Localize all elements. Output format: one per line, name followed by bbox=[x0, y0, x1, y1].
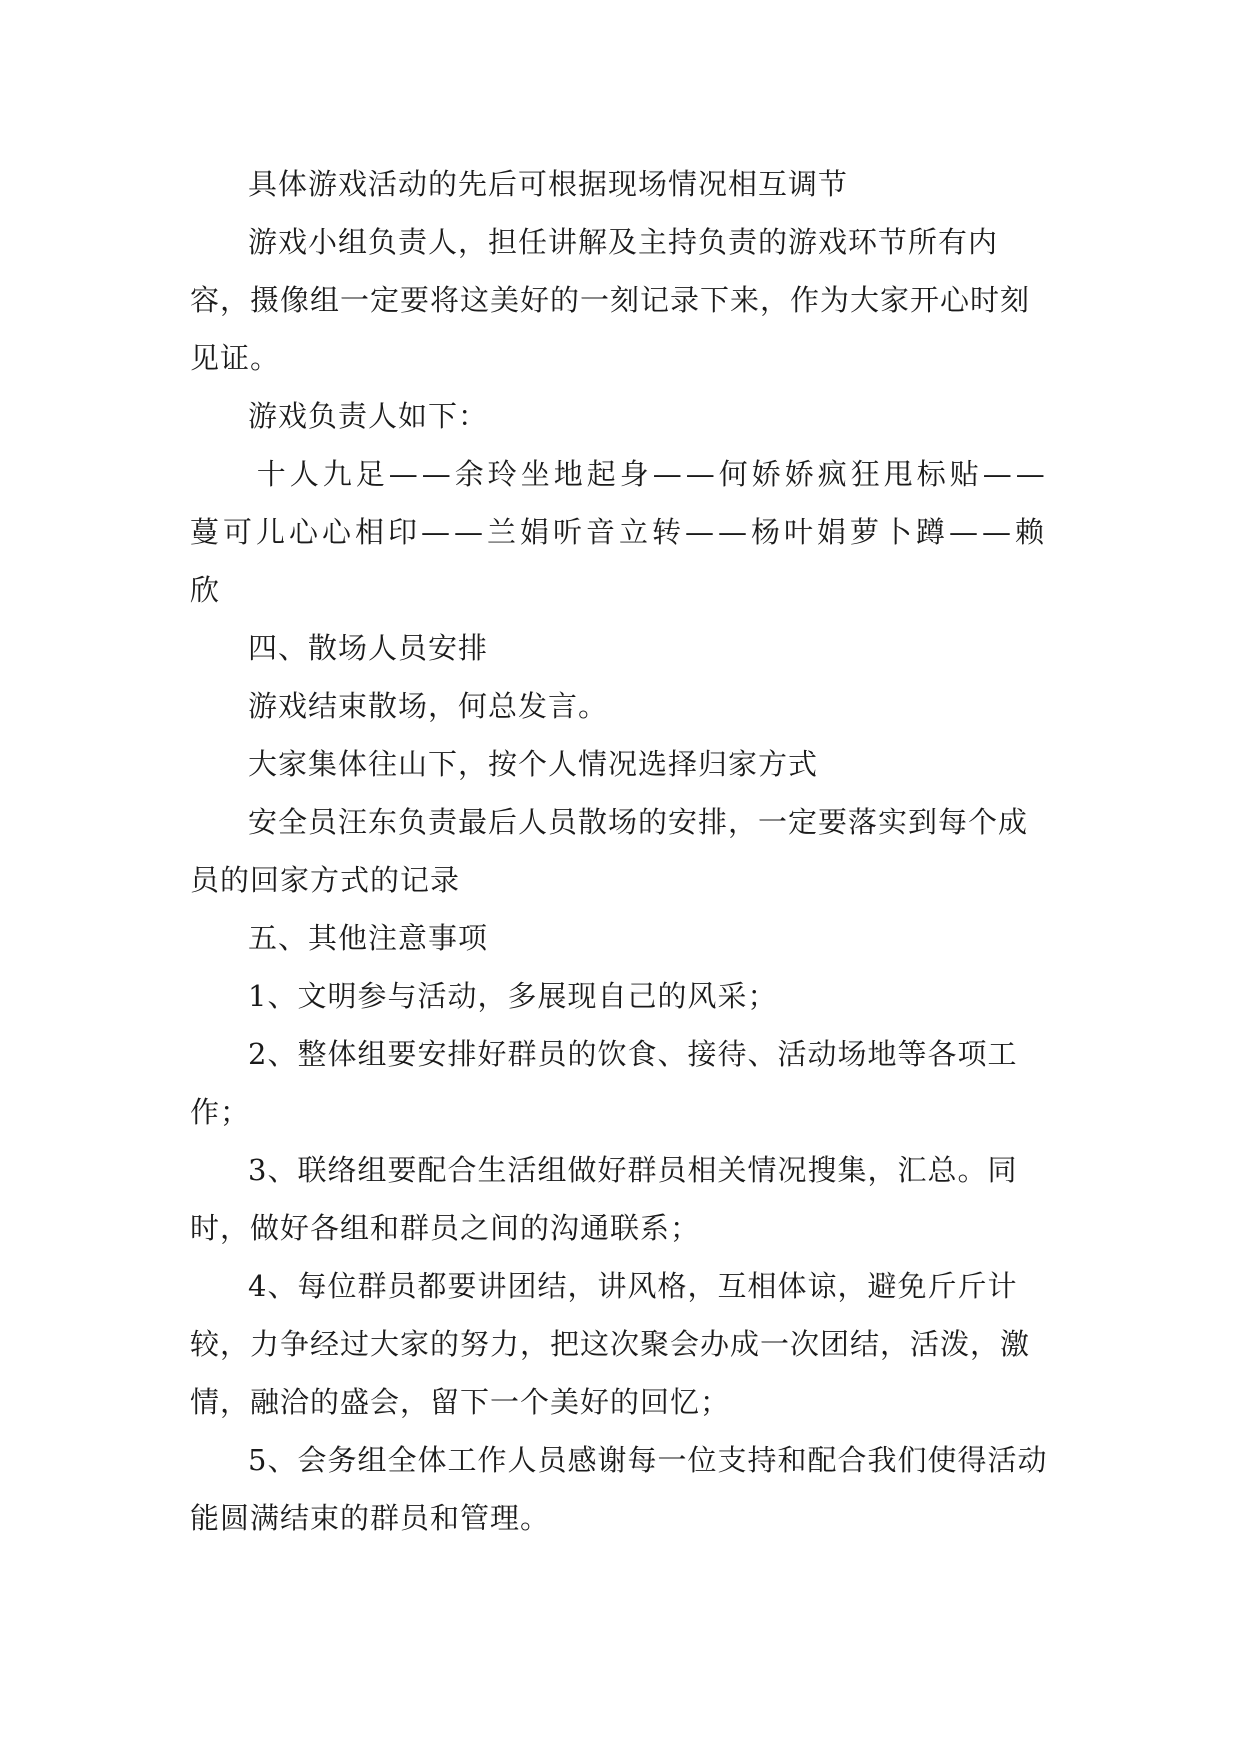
section-heading-dismissal: 四、散场人员安排 bbox=[248, 631, 489, 665]
note-item-3: 3、联络组要配合生活组做好群员相关情况搜集，汇总。同时，做好各组和群员之间的沟通联系； bbox=[190, 1153, 1018, 1245]
note-item-4: 4、每位群员都要讲团结，讲风格，互相体谅，避免斤斤计较，力争经过大家的努力，把这次聚会办成一次团结，活泼，激情，融洽的盛会，留下一个美好的回忆； bbox=[190, 1269, 1031, 1419]
paragraph-game-leaders-list: 十人九足——余玲坐地起身——何娇娇疯狂甩标贴——蔓可儿心心相印——兰娟听音立转——杨叶娟萝卜蹲——赖欣 bbox=[190, 457, 1049, 607]
paragraph-game-leaders-heading: 游戏负责人如下： bbox=[248, 399, 489, 433]
section-heading-notes: 五、其他注意事项 bbox=[248, 921, 489, 955]
paragraph-safety-officer: 安全员汪东负责最后人员散场的安排，一定要落实到每个成员的回家方式的记录 bbox=[190, 805, 1029, 897]
note-item-1: 1、文明参与活动，多展现自己的风采； bbox=[248, 979, 778, 1013]
paragraph-game-leader-duties: 游戏小组负责人，担任讲解及主持负责的游戏环节所有内容，摄像组一定要将这美好的一刻记录下来，作为大家开心时刻见证。 bbox=[190, 225, 1031, 375]
paragraph-go-downhill: 大家集体往山下，按个人情况选择归家方式 bbox=[248, 747, 819, 781]
note-item-5: 5、会务组全体工作人员感谢每一位支持和配合我们使得活动能圆满结束的群员和管理。 bbox=[190, 1443, 1048, 1535]
paragraph-game-order: 具体游戏活动的先后可根据现场情况相互调节 bbox=[248, 167, 849, 201]
document-body bbox=[190, 155, 1050, 1547]
note-item-2: 2、整体组要安排好群员的饮食、接待、活动场地等各项工作； bbox=[190, 1037, 1018, 1129]
paragraph-game-end: 游戏结束散场，何总发言。 bbox=[248, 689, 609, 723]
